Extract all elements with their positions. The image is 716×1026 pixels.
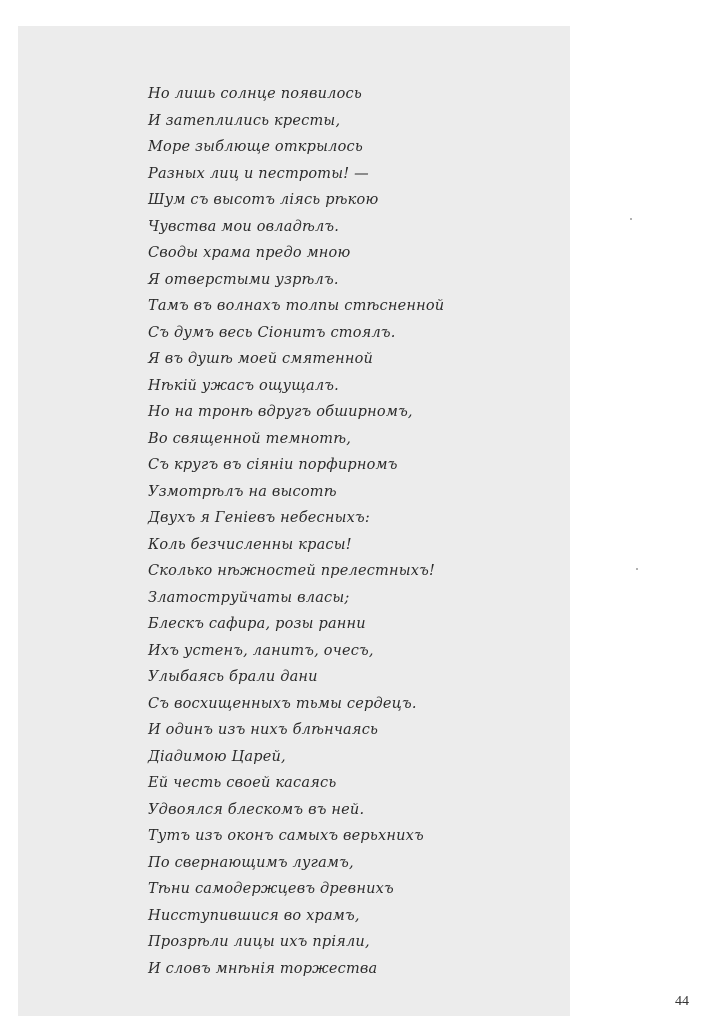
- manuscript-line: Тамъ въ волнахъ толпы стѣсненной: [148, 298, 445, 314]
- paper-speck: [636, 568, 638, 570]
- manuscript-line: Сколько нѣжностей прелестныхъ!: [148, 563, 436, 579]
- manuscript-line: Я отверстыми узрѣлъ.: [148, 271, 339, 288]
- manuscript-line: Дiадимою Царей,: [148, 748, 286, 765]
- manuscript-line: Блескъ сафира, розы ранни: [148, 616, 366, 632]
- manuscript-sheet: [18, 26, 570, 1016]
- manuscript-line: И словъ мнѣнiя торжества: [148, 960, 378, 977]
- manuscript-line: Ей честь своей касаясь: [148, 775, 337, 791]
- manuscript-line: Своды храма предо мною: [148, 245, 351, 261]
- manuscript-line: Но лишь солнце появилось: [148, 86, 362, 102]
- manuscript-line: Удвоялся блескомъ въ ней.: [148, 801, 365, 818]
- manuscript-line: Съ думъ весь Сiонитъ стоялъ.: [148, 324, 396, 341]
- page-number: 44: [675, 994, 689, 1009]
- manuscript-line: Златоструйчаты власы;: [148, 589, 350, 606]
- manuscript-line: Двухъ я Генiевъ небесныхъ:: [148, 510, 370, 526]
- manuscript-line: Тѣни самодержцевъ древнихъ: [148, 881, 394, 897]
- manuscript-line: Во священной темнотѣ,: [148, 430, 352, 447]
- manuscript-line: Чувства мои овладѣлъ.: [148, 218, 340, 235]
- manuscript-line: И одинъ изъ нихъ блѣнчаясь: [148, 722, 379, 738]
- manuscript-line: Прозрѣли лицы ихъ прiяли,: [148, 934, 370, 950]
- manuscript-line: Тутъ изъ оконъ самыхъ верьхнихъ: [148, 828, 424, 844]
- manuscript-line: Но на тронѣ вдругъ обширномъ,: [148, 404, 413, 420]
- manuscript-line: Нѣкiй ужасъ ощущалъ.: [148, 377, 339, 394]
- manuscript-line: Съ кругъ въ сiянiи порфирномъ: [148, 457, 398, 473]
- manuscript-line: Узмотрѣлъ на высотѣ: [148, 483, 337, 500]
- manuscript-lines: [148, 81, 568, 982]
- manuscript-line: Я въ душѣ моей смятенной: [148, 351, 374, 367]
- manuscript-line: Разных лиц и пестроты! —: [148, 165, 369, 182]
- manuscript-line: По свернающимъ лугамъ,: [148, 854, 354, 871]
- manuscript-line: Море зыблюще открылось: [148, 139, 363, 155]
- paper-speck: [630, 218, 632, 220]
- manuscript-line: Улыбаясь брали дани: [148, 669, 318, 685]
- manuscript-line: Съ восхищенныхъ тьмы сердецъ.: [148, 695, 417, 712]
- manuscript-line: Коль безчисленны красы!: [148, 536, 352, 553]
- manuscript-line: Нисступившися во храмъ,: [148, 907, 360, 924]
- manuscript-line: Шум съ высотъ лiясь рѣкою: [148, 192, 379, 208]
- manuscript-line: И затеплились кресты,: [148, 112, 341, 129]
- manuscript-line: Ихъ устенъ, ланитъ, очесъ,: [148, 642, 374, 659]
